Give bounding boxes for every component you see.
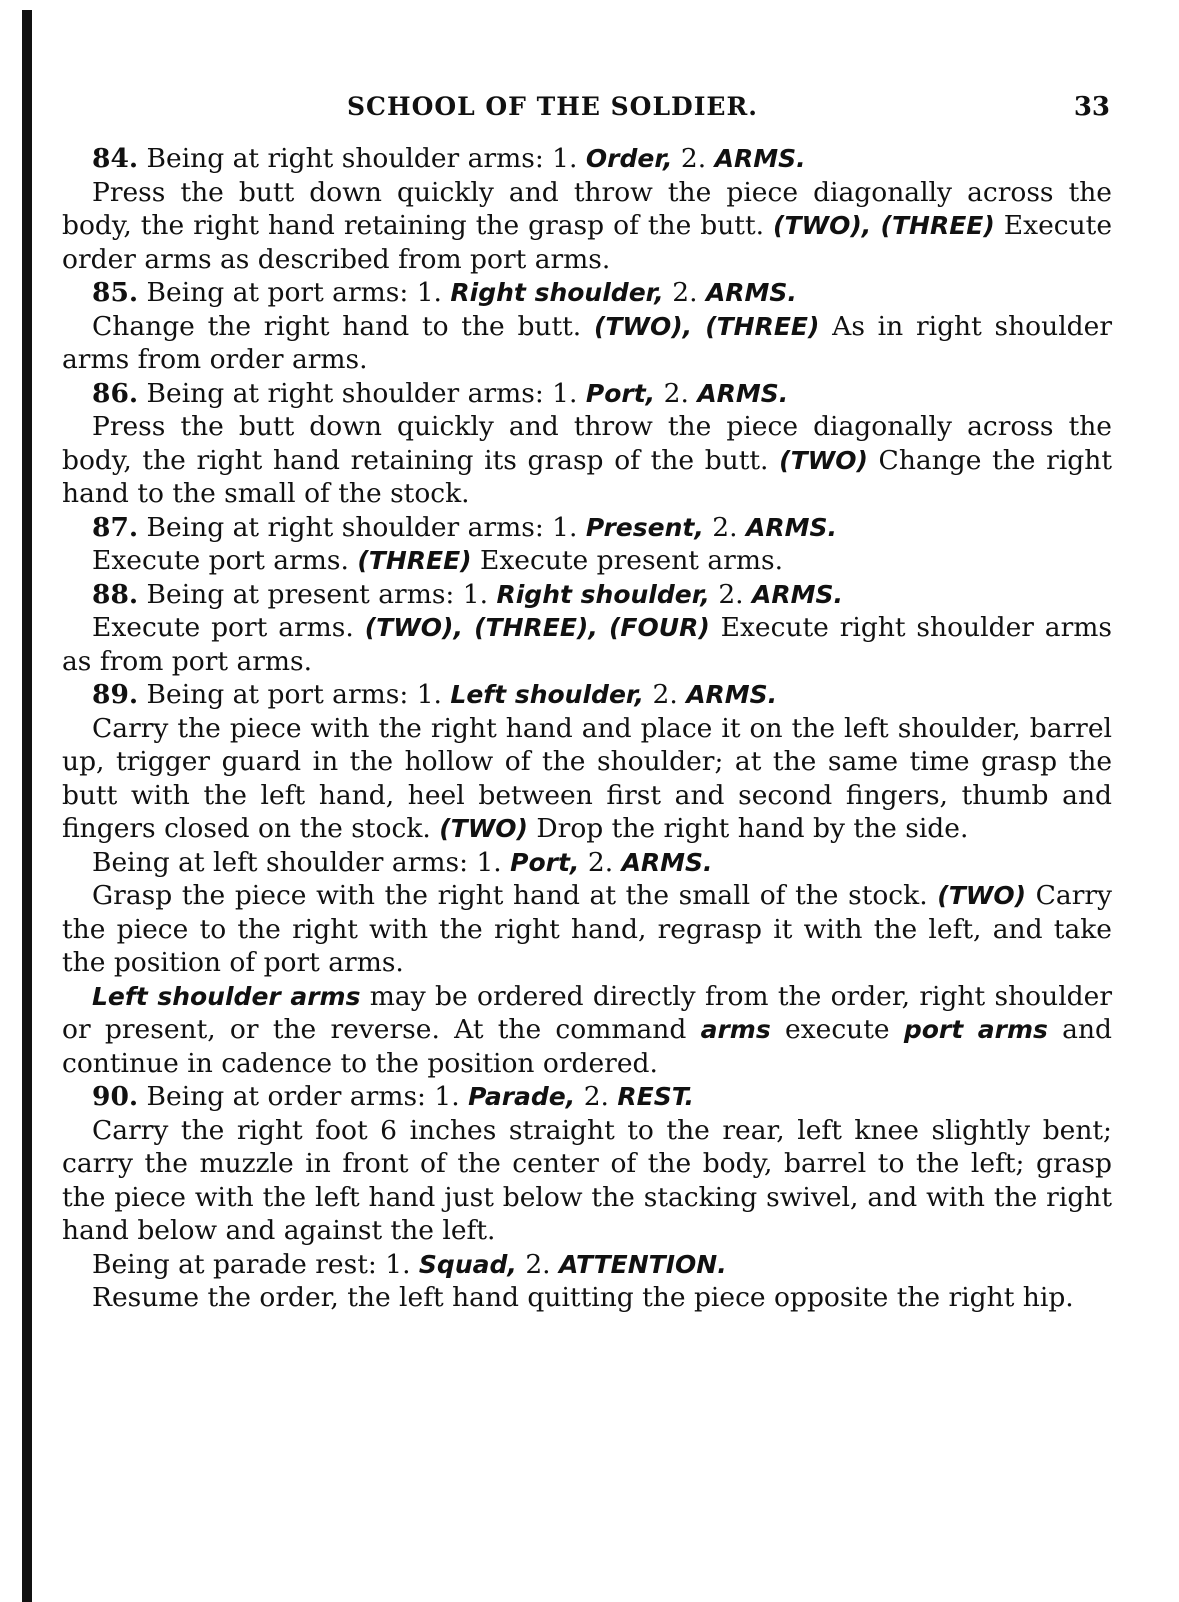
instruction-text: Press the butt down quickly and throw the piece diagonally across the body, the right hand retaining its grasp of the butt. <box>62 411 1112 476</box>
paragraph-90-body <box>62 1114 1112 1248</box>
preparatory-command: Port, <box>585 378 656 408</box>
preparatory-command: Parade, <box>468 1082 576 1111</box>
command-of-execution: ARMS. <box>752 579 844 609</box>
paragraph-number: 88. <box>92 578 139 610</box>
instruction-text: Change the right hand to the butt. <box>92 310 594 342</box>
paragraph-88-body <box>62 611 1112 678</box>
command-of-execution: ARMS. <box>714 144 806 173</box>
command-separator: 2. <box>663 277 706 308</box>
paragraph-89-heading <box>62 678 1112 712</box>
instruction-text: Execute port arms. <box>92 612 365 643</box>
instruction-text: Drop the right hand by the side. <box>527 813 969 844</box>
paragraph-number: 84. <box>92 143 139 174</box>
command-lead: Being at parade rest: 1. <box>92 1248 419 1280</box>
note-text: execute <box>770 1014 904 1045</box>
parade-rest-to-attention-body <box>62 1281 1112 1315</box>
command-of-execution: ARMS. <box>621 847 713 877</box>
count-cadence: (TWO) <box>937 881 1026 910</box>
paragraph-87-heading <box>62 511 1112 545</box>
running-title: SCHOOL OF THE SOLDIER. <box>347 92 758 121</box>
command-separator: 2. <box>644 679 687 710</box>
emphasized-term: arms <box>700 1015 771 1044</box>
emphasized-term: Left shoulder arms <box>92 981 361 1011</box>
command-separator: 2. <box>579 846 622 878</box>
paragraph-88-heading <box>62 578 1112 612</box>
preparatory-command: Left shoulder, <box>450 680 645 709</box>
paragraph-84-body <box>62 176 1112 277</box>
command-separator: 2. <box>516 1248 560 1280</box>
left-shoulder-note <box>62 980 1112 1081</box>
count-cadence: (TWO), (THREE), (FOUR) <box>364 613 710 642</box>
paragraph-number: 90. <box>92 1081 139 1112</box>
count-cadence: (THREE) <box>357 546 472 575</box>
command-of-execution: ARMS. <box>705 278 797 307</box>
page-body <box>62 142 1112 1315</box>
instruction-text: Grasp the piece with the right hand at the small of the stock. <box>92 880 938 911</box>
instruction-text: Carry the right foot 6 inches straight to the rear, left knee slightly bent; carry the muzzle in front of the center of the body, barrel to the left; grasp the piece with the left hand just below the stacking swivel, and with the right hand below and against the left. <box>62 1114 1112 1246</box>
command-lead: Being at port arms: 1. <box>138 277 451 308</box>
instruction-text: Carry the piece with the right hand and place it on the left shoulder, barrel up, trigger guard in the hollow of the shoulder; at the same time grasp the butt with the left hand, heel between first and second fingers, thumb and fingers closed on the stock. <box>62 712 1112 844</box>
command-of-execution: ARMS. <box>697 378 789 408</box>
page-binding-edge <box>22 10 32 1602</box>
note-text: may be ordered directly from the order, right shoulder or present, or the reverse. At the command <box>62 980 1112 1045</box>
preparatory-command: Squad, <box>418 1249 517 1279</box>
emphasized-term: port arms <box>903 1015 1048 1044</box>
left-shoulder-to-port-heading <box>62 846 1112 880</box>
command-lead: Being at right shoulder arms: 1. <box>138 143 586 174</box>
count-cadence: (TWO) <box>439 814 528 843</box>
paragraph-number: 89. <box>92 679 139 710</box>
instruction-text: Press the butt down quickly and throw the piece diagonally across the body, the right hand retaining the grasp of the butt. <box>62 176 1112 241</box>
instruction-text: As in right shoulder arms from order arms. <box>62 310 1112 375</box>
count-cadence: (TWO), (THREE) <box>773 211 995 240</box>
parade-rest-to-attention-heading <box>62 1248 1112 1282</box>
preparatory-command: Right shoulder, <box>450 278 664 307</box>
instruction-text: Carry the piece to the right with the right hand, regrasp it with the left, and take the position of port arms. <box>62 880 1112 978</box>
preparatory-command: Port, <box>510 847 580 877</box>
paragraph-85-heading <box>62 276 1112 310</box>
paragraph-number: 85. <box>92 277 139 308</box>
paragraph-85-body <box>62 310 1112 377</box>
command-of-execution: ATTENTION. <box>559 1249 727 1279</box>
note-text: and continue in cadence to the position ordered. <box>62 1014 1112 1079</box>
command-lead: Being at left shoulder arms: 1. <box>92 846 511 878</box>
command-of-execution: ARMS. <box>745 512 837 542</box>
command-lead: Being at present arms: 1. <box>138 578 497 610</box>
instruction-text: Execute present arms. <box>471 545 783 576</box>
book-page <box>62 92 1112 1315</box>
paragraph-86-body <box>62 410 1112 511</box>
paragraph-number: 87. <box>92 511 139 543</box>
command-of-execution: ARMS. <box>686 680 778 709</box>
command-separator: 2. <box>655 377 698 409</box>
command-of-execution: REST. <box>617 1082 695 1111</box>
running-head <box>62 92 1112 142</box>
preparatory-command: Order, <box>585 144 673 173</box>
command-lead: Being at order arms: 1. <box>138 1081 469 1112</box>
command-lead: Being at port arms: 1. <box>138 679 451 710</box>
instruction-text: Execute port arms. <box>92 545 358 576</box>
paragraph-86-heading <box>62 377 1112 411</box>
paragraph-87-body <box>62 544 1112 578</box>
preparatory-command: Present, <box>585 512 704 542</box>
instruction-text: Execute right shoulder arms as from port arms. <box>62 612 1112 677</box>
command-separator: 2. <box>575 1081 618 1112</box>
page-number: 33 <box>1073 92 1110 122</box>
command-separator: 2. <box>703 511 746 543</box>
paragraph-84-heading <box>62 142 1112 176</box>
preparatory-command: Right shoulder, <box>496 579 710 609</box>
left-shoulder-to-port-body <box>62 879 1112 980</box>
paragraph-number: 86. <box>92 377 139 409</box>
paragraph-89-body <box>62 712 1112 846</box>
instruction-text: Resume the order, the left hand quitting the piece opposite the right hip. <box>92 1282 1074 1313</box>
command-separator: 2. <box>672 143 715 174</box>
count-cadence: (TWO), (THREE) <box>593 311 820 341</box>
instruction-text: Change the right hand to the small of the stock. <box>62 444 1112 509</box>
command-lead: Being at right shoulder arms: 1. <box>138 511 586 543</box>
count-cadence: (TWO) <box>779 445 868 475</box>
command-lead: Being at right shoulder arms: 1. <box>138 377 586 409</box>
paragraph-90-heading <box>62 1080 1112 1114</box>
command-separator: 2. <box>709 578 753 610</box>
instruction-text: Execute order arms as described from port arms. <box>62 210 1113 275</box>
